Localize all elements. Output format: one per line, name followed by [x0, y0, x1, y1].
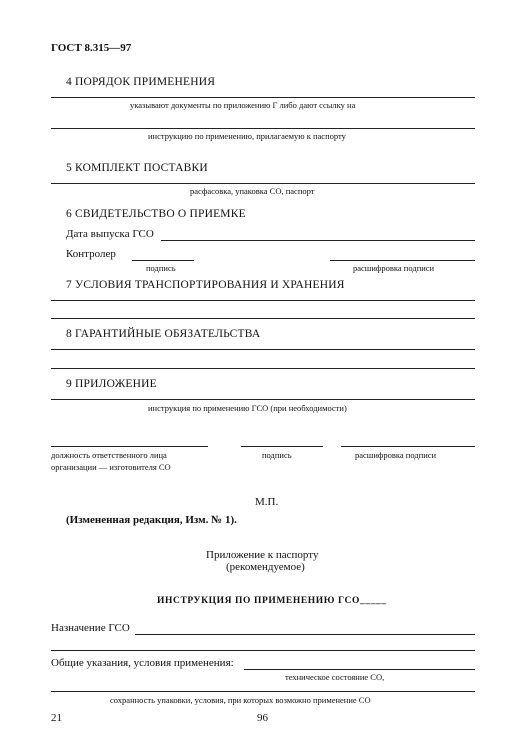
section-9-caption: инструкция по применению ГСО (при необходимости): [148, 403, 347, 413]
signature-caption: подпись: [262, 450, 292, 460]
controller-label: Контролер: [66, 248, 116, 260]
general-label: Общие указания, условия применения:: [51, 657, 234, 669]
instruction-heading: ИНСТРУКЦИЯ ПО ПРИМЕНЕНИЮ ГСО_____: [157, 596, 387, 606]
section-5-title: 5 КОМПЛЕКТ ПОСТАВКИ: [66, 162, 208, 174]
signature-line: [241, 446, 323, 447]
position-line: [51, 446, 208, 447]
decode-line: [341, 446, 475, 447]
fill-line: [51, 349, 475, 350]
section-7-title: 7 УСЛОВИЯ ТРАНСПОРТИРОВАНИЯ И ХРАНЕНИЯ: [66, 279, 345, 291]
section-8-title: 8 ГАРАНТИЙНЫЕ ОБЯЗАТЕЛЬСТВА: [66, 328, 261, 340]
fill-line: [51, 650, 475, 651]
safety-caption: сохранность упаковки, условия, при которых возможно применение СО: [110, 695, 371, 705]
fill-line: [51, 183, 475, 184]
footer-number: 21: [51, 712, 62, 724]
position-caption-1: должность ответственного лица: [51, 450, 167, 460]
section-4-title: 4 ПОРЯДОК ПРИМЕНЕНИЯ: [66, 76, 216, 88]
fill-line: [51, 128, 475, 129]
position-caption-2: организации — изготовителя СО: [51, 462, 171, 472]
decode-caption: расшифровка подписи: [353, 263, 435, 273]
stamp-mark: М.П.: [255, 496, 279, 508]
section-6-title: 6 СВИДЕТЕЛЬСТВО О ПРИЕМКЕ: [66, 208, 246, 220]
fill-line: [51, 691, 475, 692]
fill-line: [51, 318, 475, 319]
fill-line: [51, 300, 475, 301]
general-field-line: [244, 669, 475, 670]
fill-line: [51, 399, 475, 400]
fill-line: [51, 368, 475, 369]
tech-caption: техническое состояние СО,: [285, 672, 385, 682]
date-field-line: [161, 240, 475, 241]
fill-line: [51, 97, 475, 98]
decode-line: [330, 260, 475, 261]
annex-title: Приложение к паспорту: [206, 549, 319, 561]
signature-caption: подпись: [146, 263, 176, 273]
section-5-caption: расфасовка, упаковка СО, паспорт: [190, 186, 315, 196]
page-number: 96: [257, 712, 268, 724]
date-label: Дата выпуска ГСО: [66, 228, 154, 240]
annex-subtitle: (рекомендуемое): [226, 561, 305, 573]
purpose-field-line: [135, 634, 475, 635]
decode-caption: расшифровка подписи: [355, 450, 437, 460]
purpose-label: Назначение ГСО: [51, 622, 130, 634]
amendment-note: (Измененная редакция, Изм. № 1).: [66, 514, 237, 526]
section-9-title: 9 ПРИЛОЖЕНИЕ: [66, 378, 157, 390]
section-4-caption-1: указывают документы по приложению Г либо дают ссылку на: [130, 100, 356, 110]
signature-line: [132, 260, 194, 261]
document-code: ГОСТ 8.315—97: [51, 42, 132, 54]
section-4-caption-2: инструкцию по применению, прилагаемую к паспорту: [148, 131, 346, 141]
